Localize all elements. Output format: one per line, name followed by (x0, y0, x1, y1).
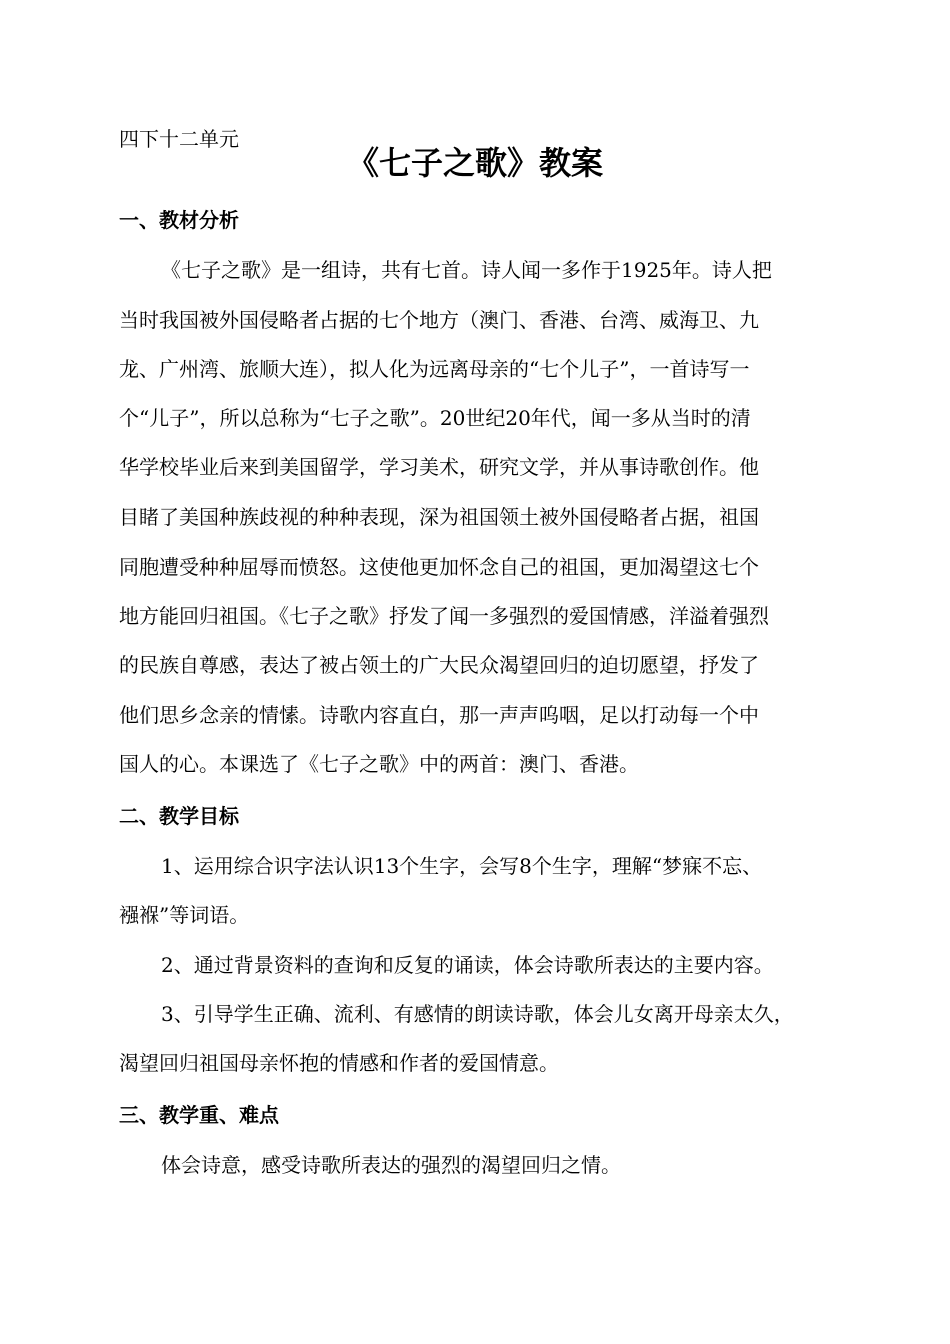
goal-line: 渴望回归祖国母亲怀抱的情感和作者的爱国情意。 (119, 1051, 559, 1075)
goal-line: 1、运用综合识字法认识13个生字，会写8个生字，理解“梦寐不忘、 (161, 854, 763, 878)
paragraph-line: 的民族自尊感，表达了被占领土的广大民众渴望回归的迫切愿望，抒发了 (119, 653, 759, 677)
paragraph-line: 国人的心。本课选了《七子之歌》中的两首：澳门、香港。 (119, 752, 639, 776)
section-heading-teaching-goals: 二、教学目标 (119, 804, 239, 828)
paragraph-line: 《七子之歌》是一组诗，共有七首。诗人闻一多作于1925年。诗人把 (161, 258, 772, 282)
goal-line: 3、引导学生正确、流利、有感情的朗读诗歌，体会儿女离开母亲太久， (161, 1002, 794, 1026)
paragraph-line: 地方能回归祖国。《七子之歌》抒发了闻一多强烈的爱国情感，洋溢着强烈 (119, 604, 769, 628)
goal-line: 襁褓”等词语。 (119, 903, 250, 927)
unit-label: 四下十二单元 (119, 127, 239, 151)
goal-line: 2、通过背景资料的查询和反复的诵读，体会诗歌所表达的主要内容。 (161, 953, 774, 977)
paragraph-line: 当时我国被外国侵略者占据的七个地方（澳门、香港、台湾、威海卫、九 (119, 308, 759, 332)
paragraph-line: 个“儿子”，所以总称为“七子之歌”。20世纪20年代，闻一多从当时的清 (119, 406, 751, 430)
paragraph-line: 同胞遭受种种屈辱而愤怒。这使他更加怀念自己的祖国，更加渴望这七个 (119, 555, 759, 579)
document-title: 《七子之歌》教案 (346, 144, 603, 182)
section-heading-key-points: 三、教学重、难点 (119, 1103, 279, 1127)
key-point-line: 体会诗意，感受诗歌所表达的强烈的渴望回归之情。 (161, 1153, 621, 1177)
paragraph-line: 华学校毕业后来到美国留学，学习美术，研究文学，并从事诗歌创作。他 (119, 455, 759, 479)
paragraph-line: 龙、广州湾、旅顺大连），拟人化为远离母亲的“七个儿子”，一首诗写一 (119, 357, 750, 381)
paragraph-line: 他们思乡念亲的情愫。诗歌内容直白，那一声声呜咽，足以打动每一个中 (119, 703, 759, 727)
paragraph-line: 目睹了美国种族歧视的种种表现，深为祖国领土被外国侵略者占据，祖国 (119, 505, 759, 529)
section-heading-textbook-analysis: 一、教材分析 (119, 208, 239, 232)
